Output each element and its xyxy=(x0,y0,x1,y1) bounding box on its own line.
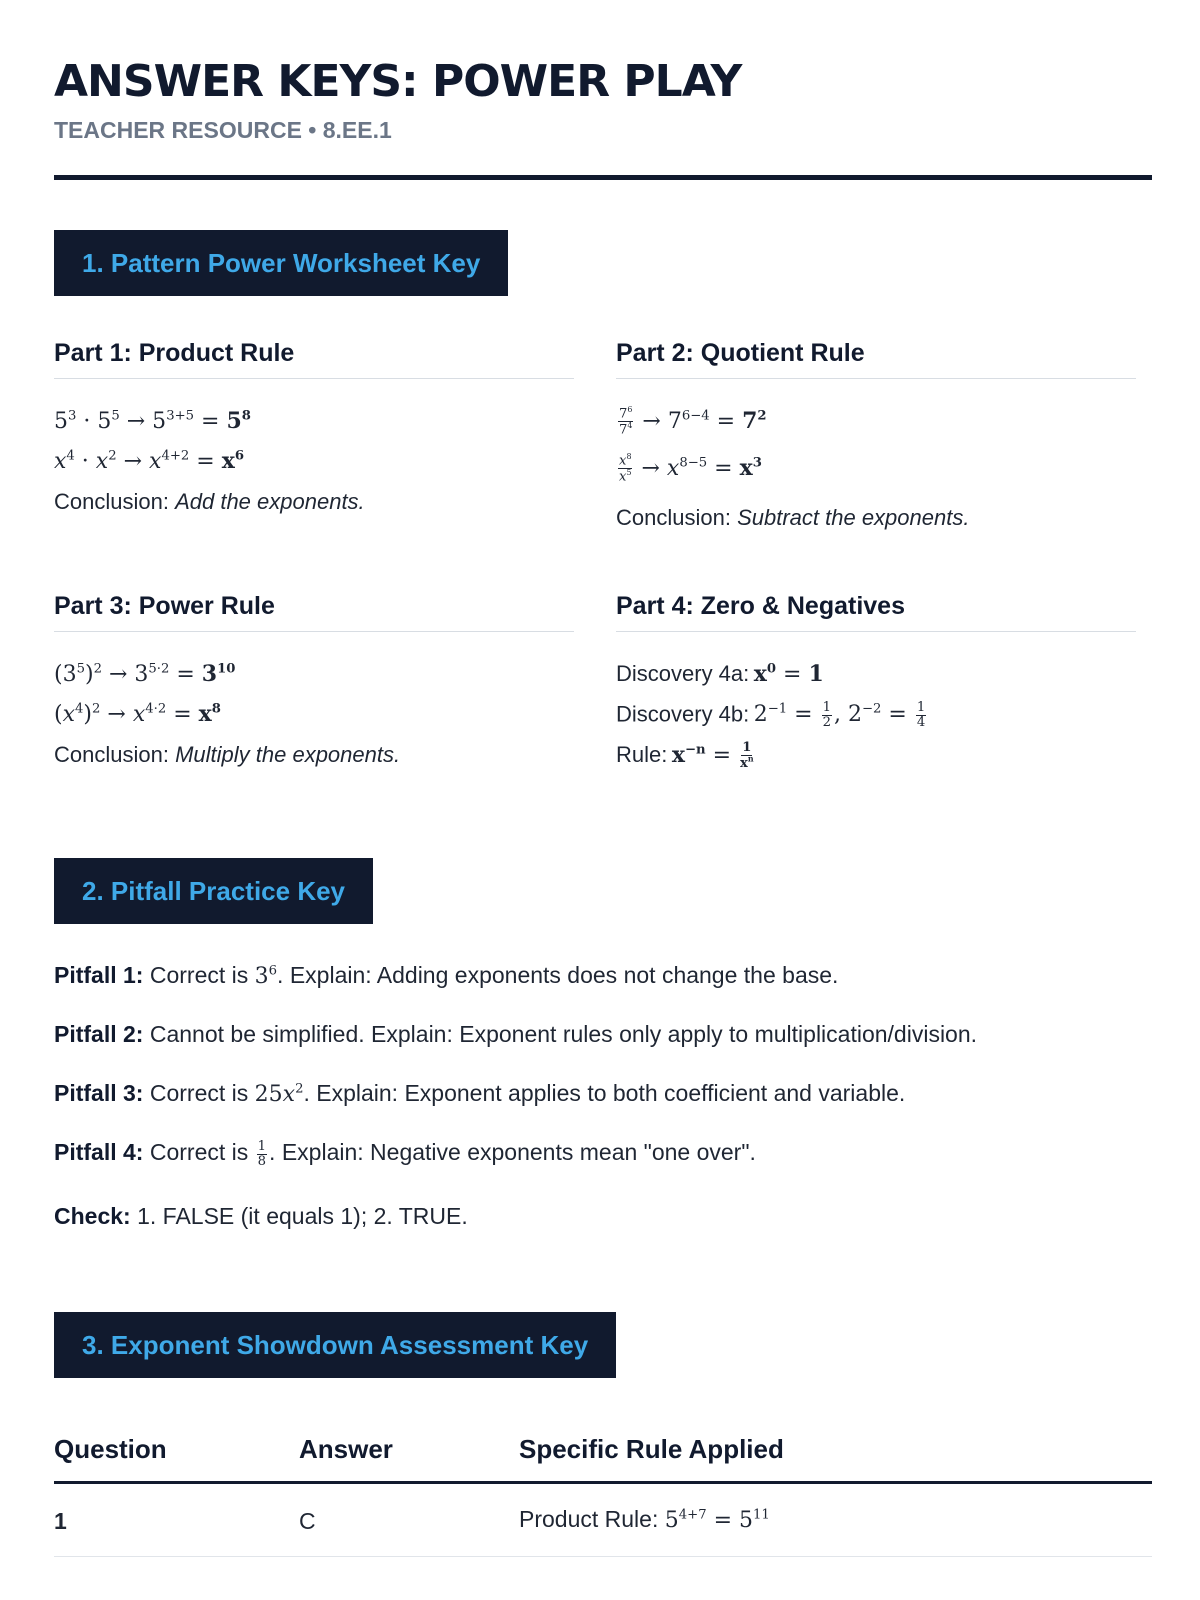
part2-equation-1: $\frac{7^6}{7^4}$ → $7^{6-4} = 7^2$ xyxy=(619,405,767,438)
part1-product-rule xyxy=(54,338,574,528)
column-header-answer: Answer xyxy=(299,1434,393,1464)
part3-title: Part 3: Power Rule xyxy=(54,591,574,632)
part1-conclusion: Conclusion: Add the exponents. xyxy=(54,489,365,514)
part4-title: Part 4: Zero & Negatives xyxy=(616,591,1136,632)
part4-discovery-a: Discovery 4a: $x^0 = 1$ xyxy=(616,661,824,687)
pitfall-1: Pitfall 1: Correct is $3^6$. Explain: Adding exponents does not change the base. xyxy=(54,962,839,989)
assessment-table xyxy=(54,1420,1152,1570)
table-cell-question: 1 xyxy=(54,1508,67,1534)
part1-equation-1: $5^3 \cdot 5^5 \to 5^{3+5} = 5^8$ xyxy=(54,408,251,434)
section-heading-exponent-showdown: 3. Exponent Showdown Assessment Key xyxy=(54,1312,616,1378)
section-heading-pattern-power: 1. Pattern Power Worksheet Key xyxy=(54,230,508,296)
column-header-rule: Specific Rule Applied xyxy=(519,1434,784,1464)
part4-discovery-b: Discovery 4b: $2^{-1}$ = $\frac{1}{2}$ , $2^{-2}$ = $\frac{1}{4}$ xyxy=(616,700,926,730)
page-subtitle: TEACHER RESOURCE • 8.EE.1 xyxy=(54,117,392,143)
section-heading-pitfall-practice: 2. Pitfall Practice Key xyxy=(54,858,373,924)
part3-conclusion: Conclusion: Multiply the exponents. xyxy=(54,742,401,767)
page-title: ANSWER KEYS: POWER PLAY xyxy=(54,56,742,107)
part3-equation-2: $(x^4)^2 \to x^{4\cdot 2} = x^8$ xyxy=(54,701,221,727)
table-header-divider xyxy=(54,1481,1152,1484)
part2-title: Part 2: Quotient Rule xyxy=(616,338,1136,379)
part4-zero-negatives xyxy=(616,591,1136,791)
pitfall-3: Pitfall 3: Correct is $25x^2$. Explain: Exponent applies to both coefficient and variable. xyxy=(54,1080,906,1107)
column-header-question: Question xyxy=(54,1434,167,1464)
part2-equation-2: $\frac{x^8}{x^5}$ → $x^{8-5} = x^3$ xyxy=(619,452,762,485)
title-divider xyxy=(54,175,1152,180)
part2-conclusion: Conclusion: Subtract the exponents. xyxy=(616,505,970,530)
table-row-divider xyxy=(54,1556,1152,1557)
part1-equation-2: $x^4 \cdot x^2 \to x^{4+2} = x^6$ xyxy=(54,448,245,474)
pitfall-4: Pitfall 4: Correct is $\frac{1}{8}$ . Explain: Negative exponents mean "one over". xyxy=(54,1138,756,1169)
part1-title: Part 1: Product Rule xyxy=(54,338,574,379)
part2-quotient-rule xyxy=(616,338,1136,538)
table-cell-rule: Product Rule: $5^{4+7} = 5^{11}$ xyxy=(519,1506,770,1533)
part3-power-rule xyxy=(54,591,574,781)
check-answers: Check: 1. FALSE (it equals 1); 2. TRUE. xyxy=(54,1203,468,1229)
part3-equation-1: $(3^5)^2 \to 3^{5\cdot 2} = 3^{10}$ xyxy=(54,661,236,687)
part4-rule: Rule: $x^{-n}$ = $\frac{1}{x^n}$ xyxy=(616,740,754,772)
pitfall-2: Pitfall 2: Cannot be simplified. Explain: Exponent rules only apply to multiplication/division. xyxy=(54,1021,978,1047)
table-cell-answer: C xyxy=(299,1508,316,1534)
